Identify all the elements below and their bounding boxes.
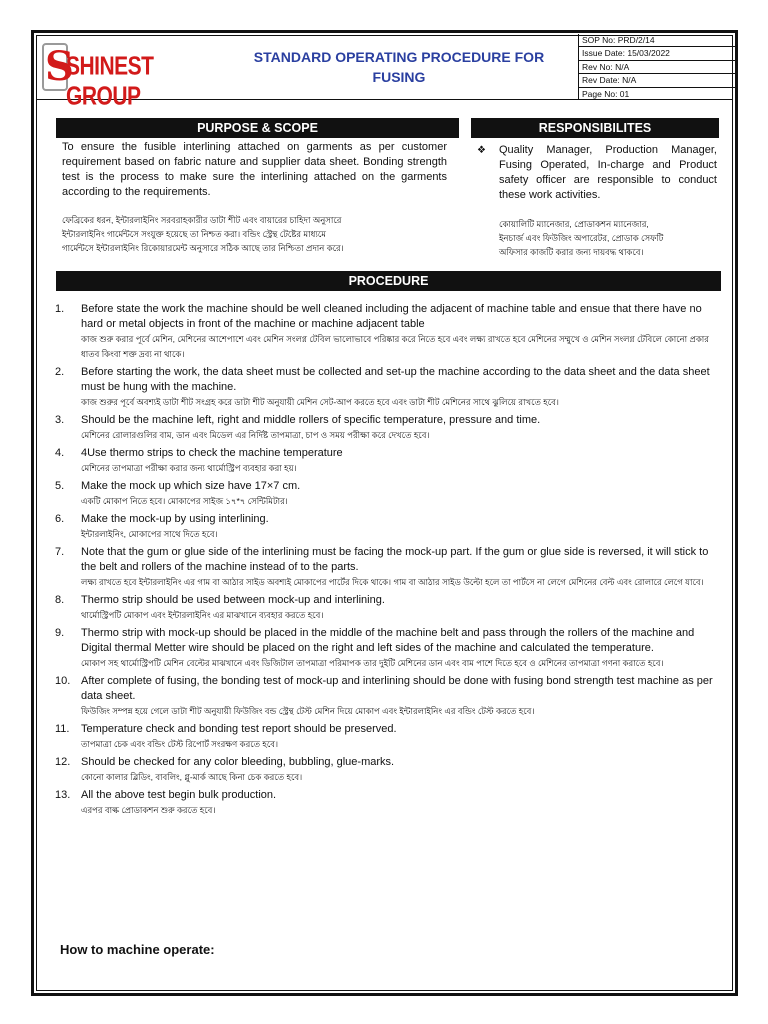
procedure-step	[55, 674, 725, 719]
step-number: 7.	[55, 546, 65, 558]
procedure-step	[55, 479, 725, 509]
procedure-step	[55, 755, 725, 785]
step-text-bn: লক্ষ্য রাখতে হবে ইন্টারলাইনিং এর গাম বা আঠার সাইড অবশ্যই মোকাপের পার্টের দিকে থাকে। গাম বা আঠার সাইড উল্টো হলে তা পার্টসে না লেগে মেশিনের বেল্ট এবং রোলারে লেগে যাবে।	[81, 577, 704, 587]
responsibilities-bn-line: কোয়ালিটি ম্যানেজার, প্রোডাকশন ম্যানেজার,	[499, 219, 649, 229]
step-number: 9.	[55, 627, 65, 639]
procedure-step	[55, 593, 725, 623]
step-text-bn: তাপমাত্রা চেক এবং বন্ডিং টেস্ট রিপোর্ট সংরক্ষণ করতে হবে।	[81, 739, 279, 749]
step-number: 2.	[55, 366, 65, 378]
responsibilities-bn-line: অফিসার কাজটি করার জন্য দায়বদ্ধ থাকবে।	[499, 247, 644, 257]
step-text: Thermo strip should be used between mock-up and interlining.	[81, 594, 385, 606]
procedure-step	[55, 626, 725, 671]
logo-letter: S	[45, 43, 74, 90]
step-text: After complete of fusing, the bonding test of mock-up and interlining should be done with fusing bond strength test machine as per data sheet.	[81, 675, 713, 702]
step-text: 4Use thermo strips to check the machine temperature	[81, 447, 343, 459]
step-text-bn: কোনো কালার ব্লিডিং, বাবলিং, গ্লু-মার্ক আছে কিনা চেক করতে হবে।	[81, 772, 303, 782]
step-text-bn: এরপর বাল্ক প্রোডাকশন শুরু করতে হবে।	[81, 805, 216, 815]
step-text-bn: ইন্টারলাইনিং, মোকাপের সাথে দিতে হবে।	[81, 529, 218, 539]
step-number: 3.	[55, 414, 65, 426]
responsibilities-heading: RESPONSIBILITES	[471, 118, 719, 138]
step-text-bn: মেশিনের রোলারগুলির বাম, ডান এবং মিডেল এর নির্দিষ্ট তাপমাত্রা, চাপ ও সময় পরীক্ষা করে দেখতে হবে।	[81, 430, 430, 440]
section-heading-howto: How to machine operate:	[60, 942, 215, 957]
issue-date: Issue Date: 15/03/2022	[579, 47, 735, 60]
document-title	[234, 47, 564, 87]
responsibilities-text: Quality Manager, Production Manager, Fusing Operated, In-charge and Product safety officer are responsible to conduct these work activities.	[499, 144, 717, 201]
step-number: 12.	[55, 756, 71, 768]
step-number: 4.	[55, 447, 65, 459]
purpose-text: To ensure the fusible interlining attached on garments as per customer requirement based on fabric nature and supplier data sheet. Bonding strength test is the process to make sure the interlining attached on the garments according to the requirements.	[62, 141, 447, 198]
step-text: Should be checked for any color bleeding, bubbling, glue-marks.	[81, 756, 395, 768]
procedure-steps	[55, 302, 725, 821]
step-number: 13.	[55, 789, 71, 801]
sop-number: SOP No: PRD/2/14	[579, 34, 735, 47]
procedure-step	[55, 512, 725, 542]
step-text: All the above test begin bulk production.	[81, 789, 277, 801]
procedure-step	[55, 302, 725, 362]
step-text-bn: কাজ শুরু করার পূর্বে মেশিন, মেশিনের আশেপাশে এবং মেশিন সংলগ্ন টেবিল ভালোভাবে পরিষ্কার করে নিতে হবে এবং লক্ষ্য রাখতে হবে মেশিনের সম্মুখে ও মেশিন সংলগ্ন টেবিলে কোনো প্রকার ধাতব কিংবা শক্ত দ্রব্য না থাকে।	[81, 334, 709, 359]
procedure-step	[55, 446, 725, 476]
step-number: 8.	[55, 594, 65, 606]
bullet-icon: ❖	[477, 145, 486, 156]
title-line-2: FUSING	[372, 69, 426, 85]
step-number: 1.	[55, 303, 65, 315]
step-number: 5.	[55, 480, 65, 492]
step-number: 11.	[55, 723, 70, 735]
step-number: 6.	[55, 513, 65, 525]
procedure-step	[55, 545, 725, 590]
rev-date: Rev Date: N/A	[579, 74, 735, 87]
procedure-step	[55, 788, 725, 818]
step-number: 10.	[55, 675, 71, 687]
step-text-bn: থার্মোস্ট্রিপটি মোকাপ এবং ইন্টারলাইনিং এর মাঝখানে ব্যবহার করতে হবে।	[81, 610, 324, 620]
responsibilities-bn-line: ইনচার্জ এবং ফিউজিং অপারেটর, প্রোডাক সেফটি	[499, 233, 664, 243]
step-text: Before starting the work, the data sheet must be collected and set-up the machine according to the data sheet and the data sheet must be hung with the machine.	[81, 366, 710, 393]
responsibilities-text-bn	[499, 217, 719, 259]
procedure-step	[55, 413, 725, 443]
step-text-bn: মেশিনের তাপমাত্রা পরীক্ষা করার জন্য থার্মোস্ট্রিপ ব্যবহার করা হয়।	[81, 463, 297, 473]
step-text: Note that the gum or glue side of the interlining must be facing the mock-up part. If the gum or glue side is reversed, it will stick to the belt and rollers of the machine instead of to the parts.	[81, 546, 709, 573]
document-header	[36, 35, 733, 111]
procedure-step	[55, 365, 725, 410]
step-text: Thermo strip with mock-up should be placed in the middle of the machine belt and pass through the rollers of the machine and Digital thermal Metter wire should be placed on the right and left sides of the machine and calculated the temperature.	[81, 627, 695, 654]
step-text-bn: মোকাপ সহ থার্মোস্ট্রিপটি মেশিন বেল্টের মাঝখানে এবং ডিজিটাল তাপমাত্রা পরিমাপক তার দুইটি মেশিনের ডান এবং বাম পাশে দিতে হবে ও মেশিনের তাপমাত্রা গণনা করাতে হবে।	[81, 658, 664, 668]
step-text-bn: ফিউজিং সম্পন্ন হয়ে গেলে ডাটা শীট অনুযায়ী ফিউজিং বন্ড স্ট্রেন্থ টেস্ট মেশিন দিয়ে মোকাপ এবং ইন্টারলাইনিং এর বন্ডিং টেস্ট করতে হবে।	[81, 706, 535, 716]
purpose-text-bn	[62, 213, 454, 255]
step-text: Make the mock-up by using interlining.	[81, 513, 269, 525]
procedure-heading: PROCEDURE	[56, 271, 721, 291]
step-text: Make the mock up which size have 17×7 cm.	[81, 480, 301, 492]
purpose-heading: PURPOSE & SCOPE	[56, 118, 459, 138]
purpose-bn-line: গার্মেন্টসে ইন্টারলাইনিং রিকোয়ারমেন্ট অনুসারে সঠিক আছে তার নিশ্চিতা প্রদান করে।	[62, 243, 344, 253]
step-text-bn: কাজ শুরুর পূর্বে অবশ্যই ডাটা শীট সংগ্রহ করে ডাটা শীট অনুযায়ী মেশিন সেট-আপ করতে হবে এবং ডাটা শীট মেশিনের সাথে ঝুলিয়ে রাখতে হবে।	[81, 397, 559, 407]
company-logo	[42, 41, 202, 111]
step-text-bn: একটি মোকাপ নিতে হবে। মোকাপের সাইজ ১৭*৭ সেন্টিমিটার।	[81, 496, 288, 506]
sop-meta-table	[578, 34, 735, 100]
logo-text: SHINEST GROUP	[66, 52, 154, 111]
step-text: Temperature check and bonding test report should be preserved.	[81, 723, 397, 735]
purpose-bn-line: ইন্টারলাইনিং গার্মেন্টসে সংযুক্ত হয়েছে তা নিশ্চত করা। বন্ডিং স্ট্রেন্থ টেষ্টের মাধ্যমে	[62, 229, 326, 239]
title-line-1: STANDARD OPERATING PROCEDURE FOR	[253, 49, 545, 65]
rev-number: Rev No: N/A	[579, 61, 735, 74]
page-number: Page No: 01	[582, 88, 630, 99]
step-text: Should be the machine left, right and middle rollers of specific temperature, pressure and time.	[81, 414, 541, 426]
step-text: Before state the work the machine should be well cleaned including the adjacent of machine table and ensue that there have no hard or metal objects in front of the machine or machine adjacent table	[81, 303, 702, 330]
procedure-step	[55, 722, 725, 752]
purpose-bn-line: ফেব্রিকের ধরন, ইন্টারলাইনিং সরবরাহকারীর ডাটা শীট এবং বায়ারের চাহিদা অনুসারে	[62, 215, 342, 225]
